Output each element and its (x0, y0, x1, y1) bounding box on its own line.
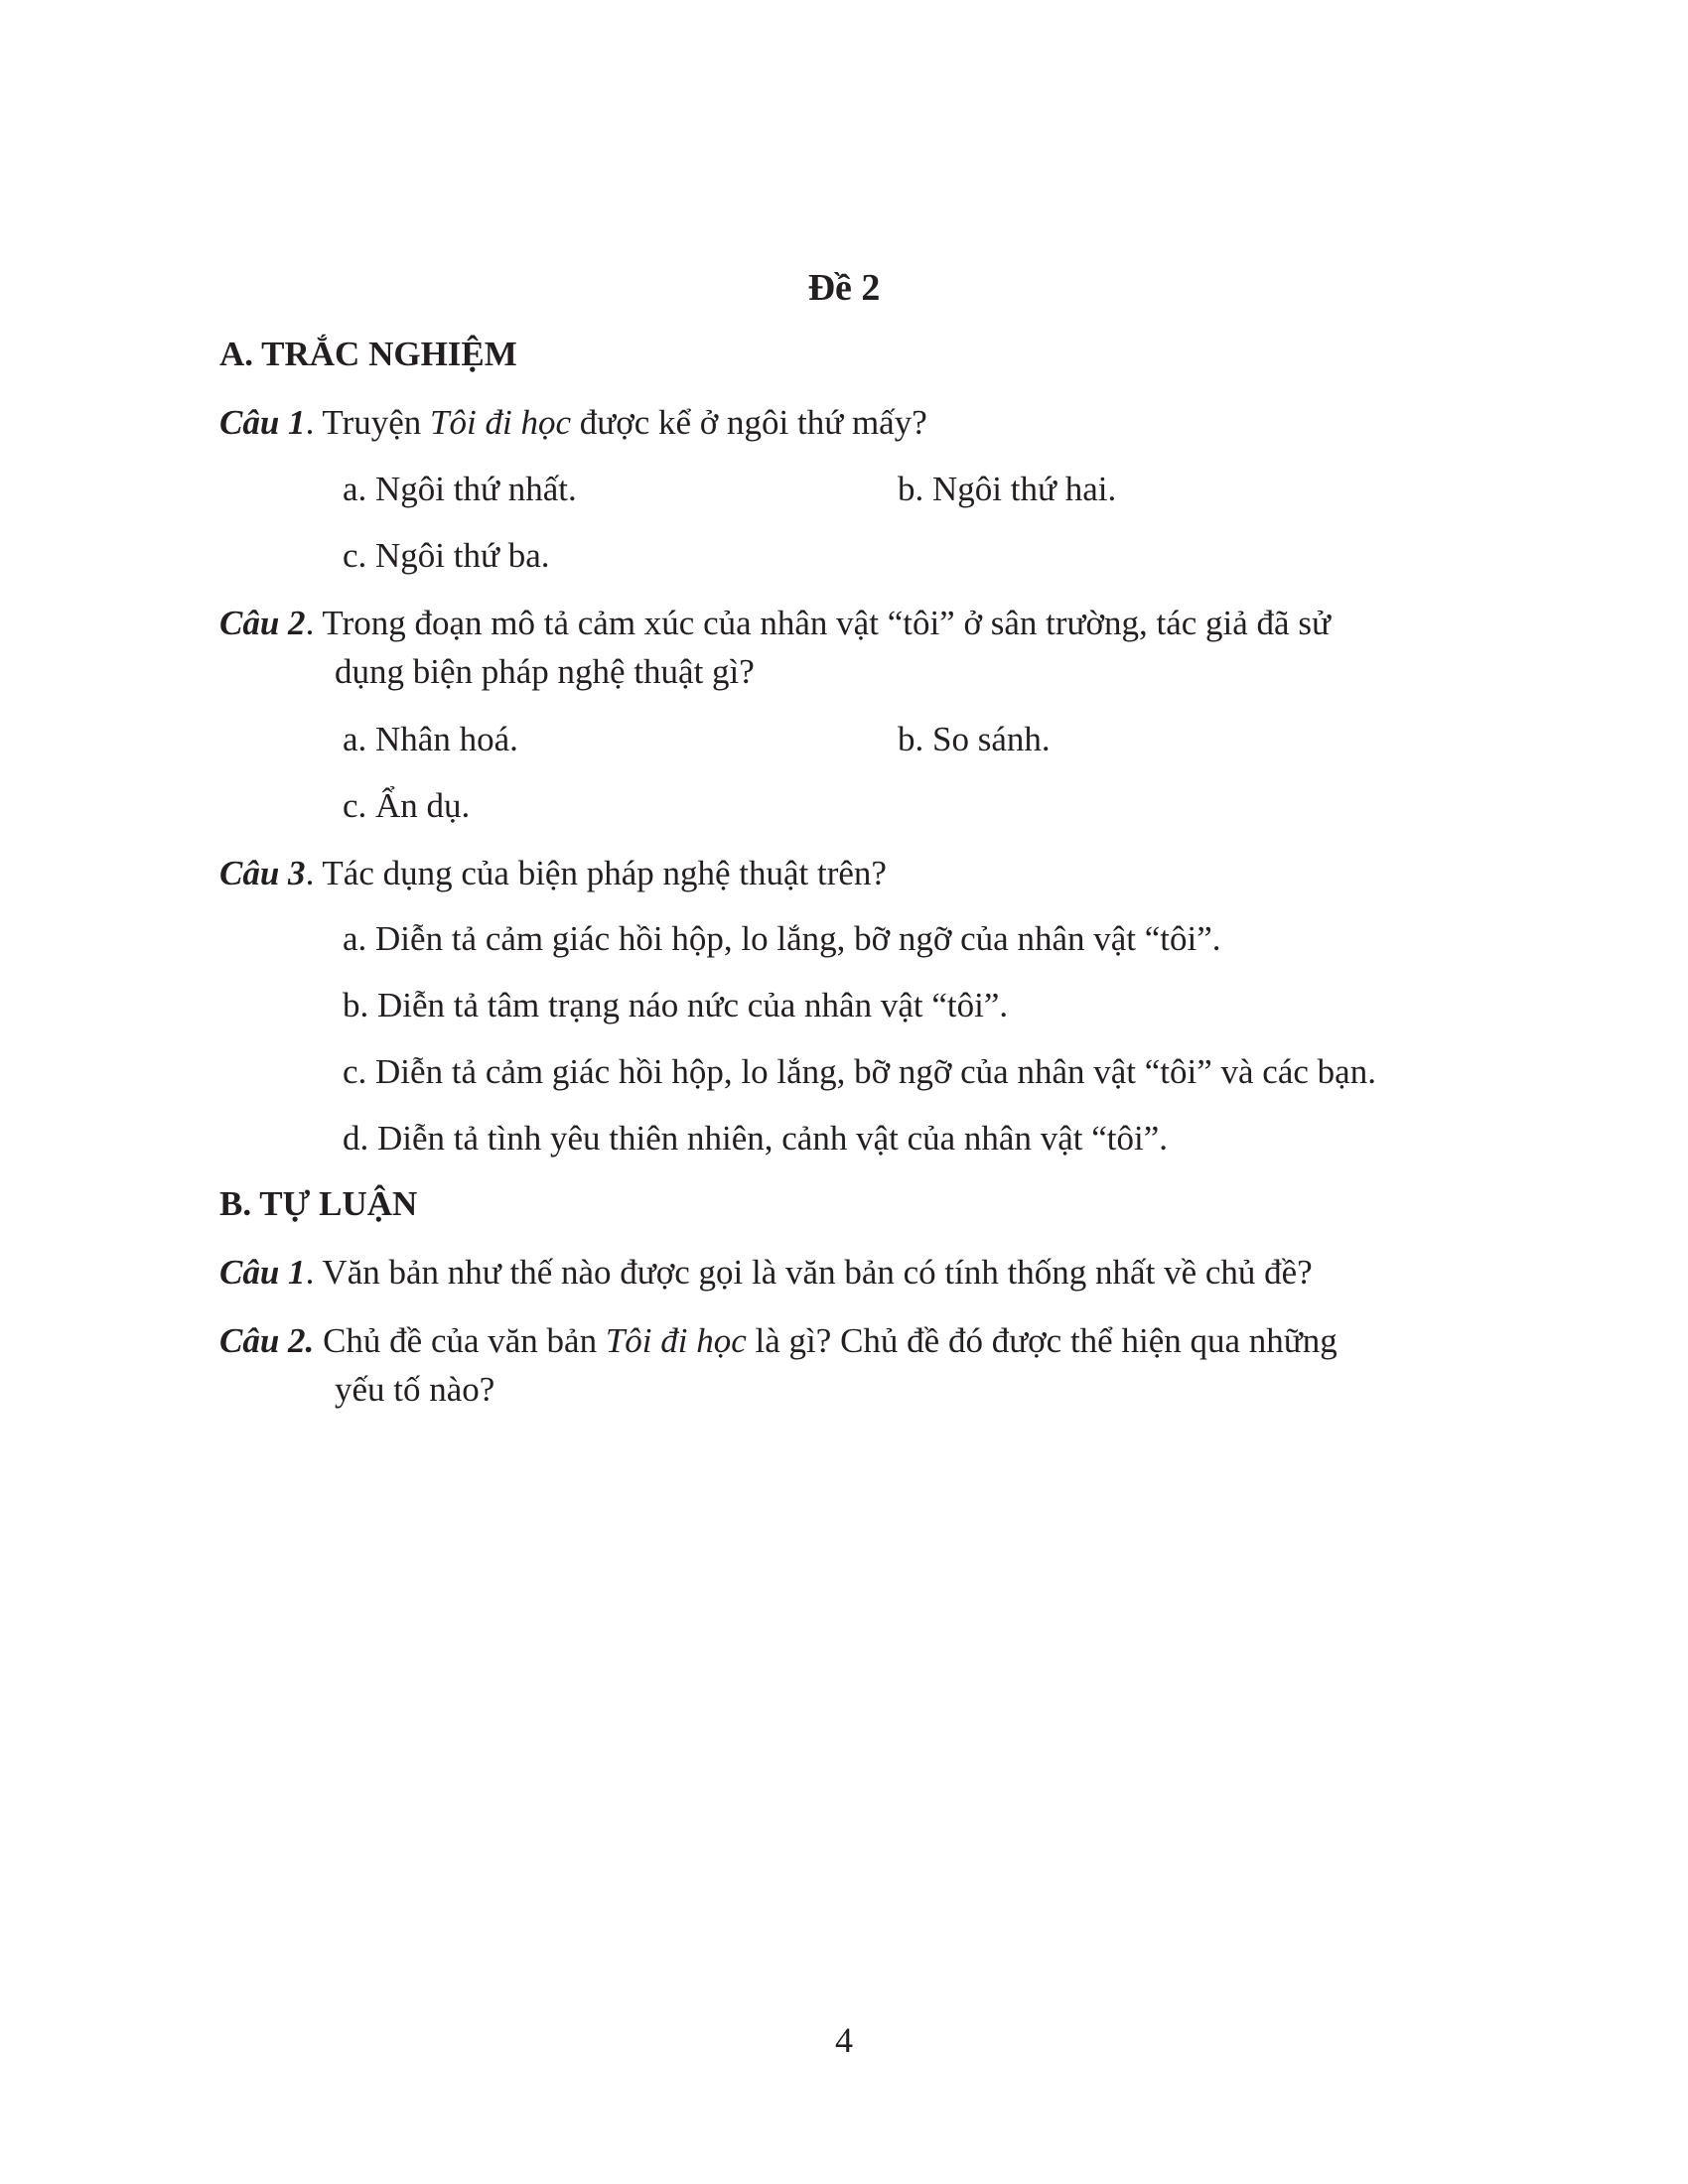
question-a2 (219, 600, 1331, 647)
question-a1-work-title: Tôi đi học (430, 403, 571, 442)
question-a1-option-a: a. Ngôi thứ nhất. (343, 470, 577, 508)
question-a1-option-c: c. Ngôi thứ ba. (343, 536, 550, 575)
question-a3-option-d: d. Diễn tả tình yêu thiên nhiên, cảnh vật của nhân vật “tôi”. (343, 1119, 1168, 1158)
page-title: Đề 2 (807, 267, 881, 309)
question-a3-label: Câu 3 (219, 854, 306, 892)
question-a1-option-b: b. Ngôi thứ hai. (898, 470, 1117, 508)
question-b2-work-title: Tôi đi học (605, 1321, 747, 1360)
question-a3 (219, 850, 887, 897)
question-a1-text-after: được kể ở ngôi thứ mấy? (570, 403, 927, 442)
question-a2-option-b: b. So sánh. (898, 720, 1051, 758)
section-b-heading: B. TỰ LUẬN (219, 1184, 418, 1223)
question-a3-option-a: a. Diễn tả cảm giác hồi hộp, lo lắng, bỡ ngỡ của nhân vật “tôi”. (343, 919, 1221, 958)
question-a1-text-before: . Truyện (305, 403, 431, 442)
question-a1 (219, 399, 927, 447)
question-b2-label: Câu 2. (219, 1321, 315, 1360)
question-b1-label: Câu 1 (219, 1253, 306, 1292)
question-a2-option-a: a. Nhân hoá. (343, 720, 518, 758)
question-a2-label: Câu 2 (219, 604, 306, 642)
question-a2-text-line2: dụng biện pháp nghệ thuật gì? (335, 652, 755, 691)
question-b2-text-line2: yếu tố nào? (335, 1370, 495, 1409)
question-b2 (219, 1317, 1337, 1365)
question-b2-text-before: Chủ đề của văn bản (314, 1321, 606, 1360)
question-a3-text: . Tác dụng của biện pháp nghệ thuật trên? (305, 854, 887, 892)
section-a-heading: A. TRẮC NGHIỆM (219, 335, 517, 373)
question-b1-text: . Văn bản như thế nào được gọi là văn bản có tính thống nhất về chủ đề? (305, 1253, 1313, 1292)
question-a3-option-c: c. Diễn tả cảm giác hồi hộp, lo lắng, bỡ ngỡ của nhân vật “tôi” và các bạn. (343, 1052, 1376, 1091)
question-a1-label: Câu 1 (219, 403, 306, 442)
question-a2-option-c: c. Ẩn dụ. (343, 786, 471, 825)
question-a2-text-line1: . Trong đoạn mô tả cảm xúc của nhân vật “tôi” ở sân trường, tác giả đã sử (305, 604, 1331, 642)
question-a3-option-b: b. Diễn tả tâm trạng náo nức của nhân vật “tôi”. (343, 986, 1009, 1024)
page-number: 4 (835, 2020, 853, 2060)
question-b1 (219, 1249, 1313, 1297)
question-b2-text-after: là gì? Chủ đề đó được thể hiện qua những (746, 1321, 1337, 1360)
